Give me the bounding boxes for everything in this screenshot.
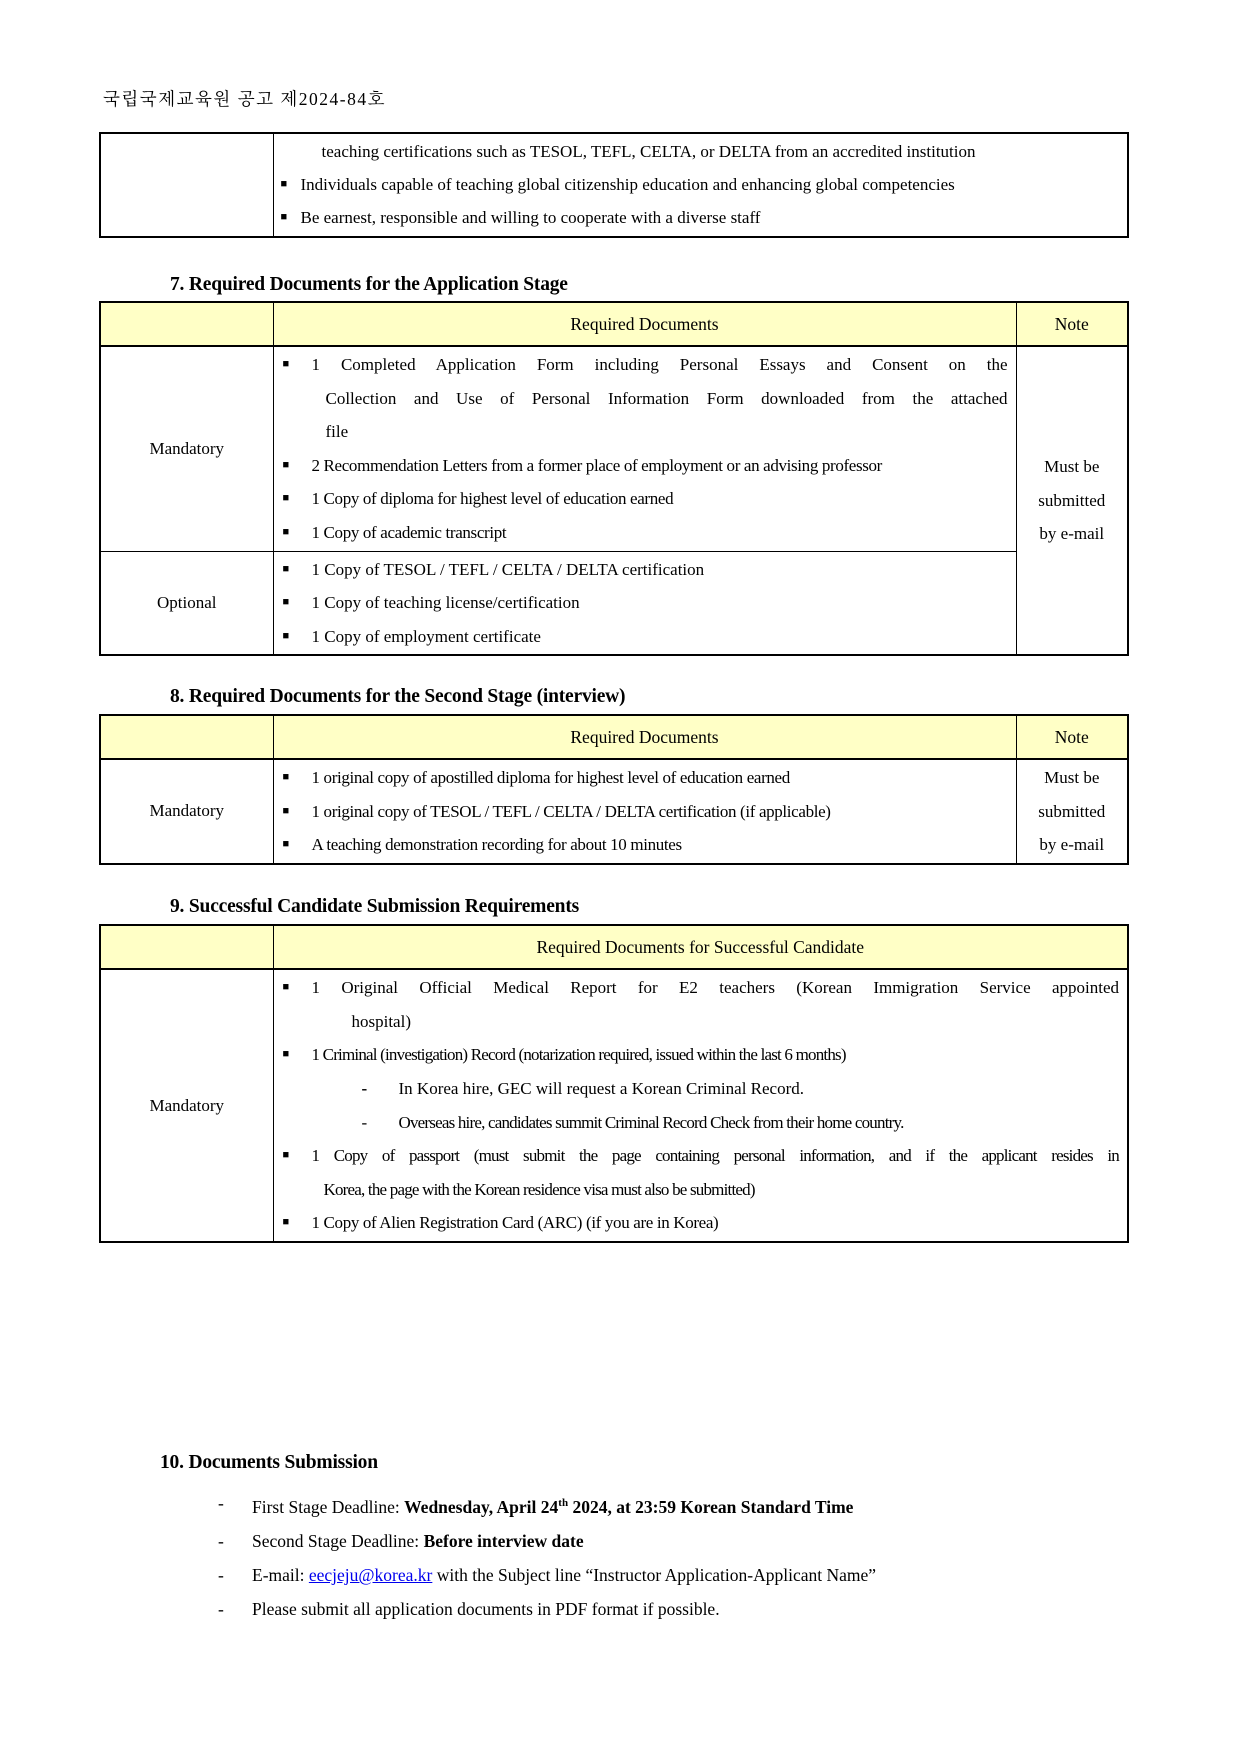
header-required-documents: Required Documents: [273, 715, 1016, 759]
square-bullet-icon: ■: [282, 1216, 289, 1229]
doc-number: 국립국제교육원 공고 제2024-84호: [103, 89, 387, 109]
email-item: [218, 1558, 1138, 1592]
item-text: 1 Criminal (investigation) Record (notarization required, issued within the last 6 months): [311, 1045, 846, 1065]
item-text: Overseas hire, candidates summit Criminal Record Check from their home country.: [398, 1112, 904, 1132]
carryover-table: [99, 132, 1129, 238]
documents-submission-list: [218, 1486, 1138, 1627]
dash-bullet-icon: -: [218, 1531, 224, 1552]
mandatory-docs-cell: [273, 969, 1128, 1242]
header-empty-cell: [100, 715, 273, 759]
item-text: 1 Copy of academic transcript: [311, 522, 507, 542]
item-text: Be earnest, responsible and willing to cooperate with a diverse staff: [300, 208, 761, 228]
mandatory-label-cell: Mandatory: [100, 759, 273, 864]
dash-bullet-icon: -: [361, 1078, 368, 1098]
item-text: 1 Copy of teaching license/certification: [311, 593, 580, 613]
square-bullet-icon: ■: [280, 211, 288, 224]
list-item: [274, 1038, 1120, 1072]
note-cell: [1016, 346, 1128, 655]
list-item: [274, 201, 1120, 234]
item-text: 1 Copy of diploma for highest level of education earned: [311, 489, 674, 509]
header-empty-cell: [100, 925, 273, 969]
square-bullet-icon: ■: [282, 458, 289, 471]
square-bullet-icon: ■: [280, 178, 288, 191]
item-text: 1 Copy of Alien Registration Card (ARC) (if you are in Korea): [311, 1213, 719, 1233]
item-text: 1 original copy of TESOL / TEFL / CELTA / DELTA certification (if applicable): [311, 801, 831, 821]
mandatory-label-cell: Mandatory: [100, 346, 273, 551]
dash-bullet-icon: -: [218, 1599, 224, 1620]
first-stage-deadline-item: [218, 1486, 1138, 1524]
item-text: 1 Copy of TESOL / TEFL / CELTA / DELTA certification: [311, 559, 705, 579]
list-item: [274, 620, 1008, 654]
dash-bullet-icon: -: [218, 1493, 224, 1513]
square-bullet-icon: ■: [282, 358, 290, 370]
pdf-note-item: [218, 1592, 1138, 1626]
item-text: Individuals capable of teaching global citizenship education and enhancing global competencies: [300, 175, 955, 195]
dash-bullet-icon: -: [218, 1565, 224, 1586]
list-item: [274, 553, 1008, 587]
header-note: Note: [1016, 302, 1128, 346]
note-line: by e-mail: [1039, 835, 1105, 855]
square-bullet-icon: ■: [282, 1149, 289, 1162]
square-bullet-icon: ■: [282, 981, 290, 994]
email-suffix-text: with the Subject line “Instructor Application-Applicant Name”: [432, 1565, 877, 1586]
mandatory-docs-cell: [273, 346, 1016, 551]
square-bullet-icon: ■: [282, 629, 290, 642]
list-item: [274, 168, 1120, 201]
item-text: In Korea hire, GEC will request a Korean Criminal Record.: [398, 1078, 805, 1098]
list-item: [274, 586, 1008, 620]
square-bullet-icon: ■: [282, 492, 289, 505]
list-item: [274, 482, 1008, 516]
ordinal-suffix: th: [558, 1497, 569, 1509]
header-required-documents: Required Documents: [273, 302, 1016, 346]
carryover-label-cell: [100, 133, 273, 237]
section10-title: 10. Documents Submission: [160, 1452, 378, 1473]
item-label: First Stage Deadline:: [252, 1496, 405, 1517]
item-text-line: 1 Original Official Medical Report for E2 teachers (Korean Immigration Service appointed: [311, 978, 1119, 998]
section9-title: 9. Successful Candidate Submission Requirements: [170, 896, 580, 917]
note-line: submitted: [1038, 801, 1106, 821]
note-line: by e-mail: [1039, 524, 1105, 544]
list-item: [274, 795, 1008, 829]
list-item: [274, 516, 1008, 550]
item-text-line: Korea, the page with the Korean residence visa must also be submitted): [323, 1179, 755, 1199]
note-cell: [1016, 759, 1128, 864]
list-item: [274, 1139, 1120, 1206]
dash-bullet-icon: -: [361, 1112, 367, 1132]
application-stage-table: [99, 301, 1129, 656]
email-link[interactable]: eecjeju@korea.kr: [308, 1565, 433, 1586]
carryover-docs-cell: [273, 133, 1128, 237]
square-bullet-icon: ■: [282, 596, 290, 609]
section7-title: 7. Required Documents for the Application Stage: [170, 274, 568, 295]
header-empty-cell: [100, 302, 273, 346]
list-item: [274, 761, 1008, 795]
optional-docs-cell: [273, 551, 1016, 655]
second-stage-table: [99, 714, 1129, 865]
note-line: Must be: [1044, 768, 1100, 787]
successful-candidate-table: [99, 924, 1129, 1243]
list-item: [274, 1206, 1120, 1240]
square-bullet-icon: ■: [282, 804, 289, 817]
square-bullet-icon: ■: [282, 562, 290, 575]
item-text: A teaching demonstration recording for about 10 minutes: [311, 835, 682, 855]
optional-label-cell: Optional: [100, 551, 273, 655]
list-item: [274, 449, 1008, 483]
list-item: [274, 348, 1008, 449]
item-text-line: 1 Completed Application Form including Personal Essays and Consent on the: [311, 355, 1008, 374]
square-bullet-icon: ■: [282, 771, 289, 783]
header-required-documents: Required Documents for Successful Candidate: [273, 925, 1128, 969]
mandatory-label-cell: Mandatory: [100, 969, 273, 1242]
item-text-line: file: [325, 422, 349, 442]
item-text-line: Collection and Use of Personal Information Form downloaded from the attached: [325, 388, 1008, 408]
note-line: Must be: [1044, 457, 1100, 477]
list-item: [274, 971, 1120, 1038]
mandatory-docs-cell: [273, 759, 1016, 864]
item-text: 1 Copy of employment certificate: [311, 626, 541, 646]
item-label: Second Stage Deadline:: [252, 1531, 424, 1552]
item-text-line: hospital): [351, 1011, 411, 1031]
item-text: 1 original copy of apostilled diploma for highest level of education earned: [311, 768, 790, 787]
header-note: Note: [1016, 715, 1128, 759]
item-text-line: 1 Copy of passport (must submit the page containing personal information, and if the applicant resides in: [311, 1146, 1119, 1166]
sub-list-item: [274, 1106, 1120, 1140]
item-text: 2 Recommendation Letters from a former place of employment or an advising professor: [311, 455, 882, 475]
section8-title: 8. Required Documents for the Second Stage (interview): [170, 686, 626, 707]
list-item: [274, 828, 1008, 862]
square-bullet-icon: ■: [282, 838, 289, 851]
item-label: E-mail:: [252, 1565, 309, 1586]
deadline-value: Wednesday, April 24: [404, 1496, 559, 1517]
note-line: submitted: [1038, 490, 1106, 510]
square-bullet-icon: ■: [282, 525, 289, 538]
item-text: Please submit all application documents in PDF format if possible.: [252, 1599, 720, 1620]
square-bullet-icon: ■: [282, 1048, 289, 1061]
deadline-value: Before interview date: [423, 1531, 584, 1552]
sub-list-item: [274, 1072, 1120, 1106]
deadline-value: 2024, at 23:59 Korean Standard Time: [568, 1496, 854, 1517]
second-stage-deadline-item: [218, 1524, 1138, 1558]
carryover-continuation-line: teaching certifications such as TESOL, TEFL, CELTA, or DELTA from an accredited institution: [321, 142, 976, 161]
